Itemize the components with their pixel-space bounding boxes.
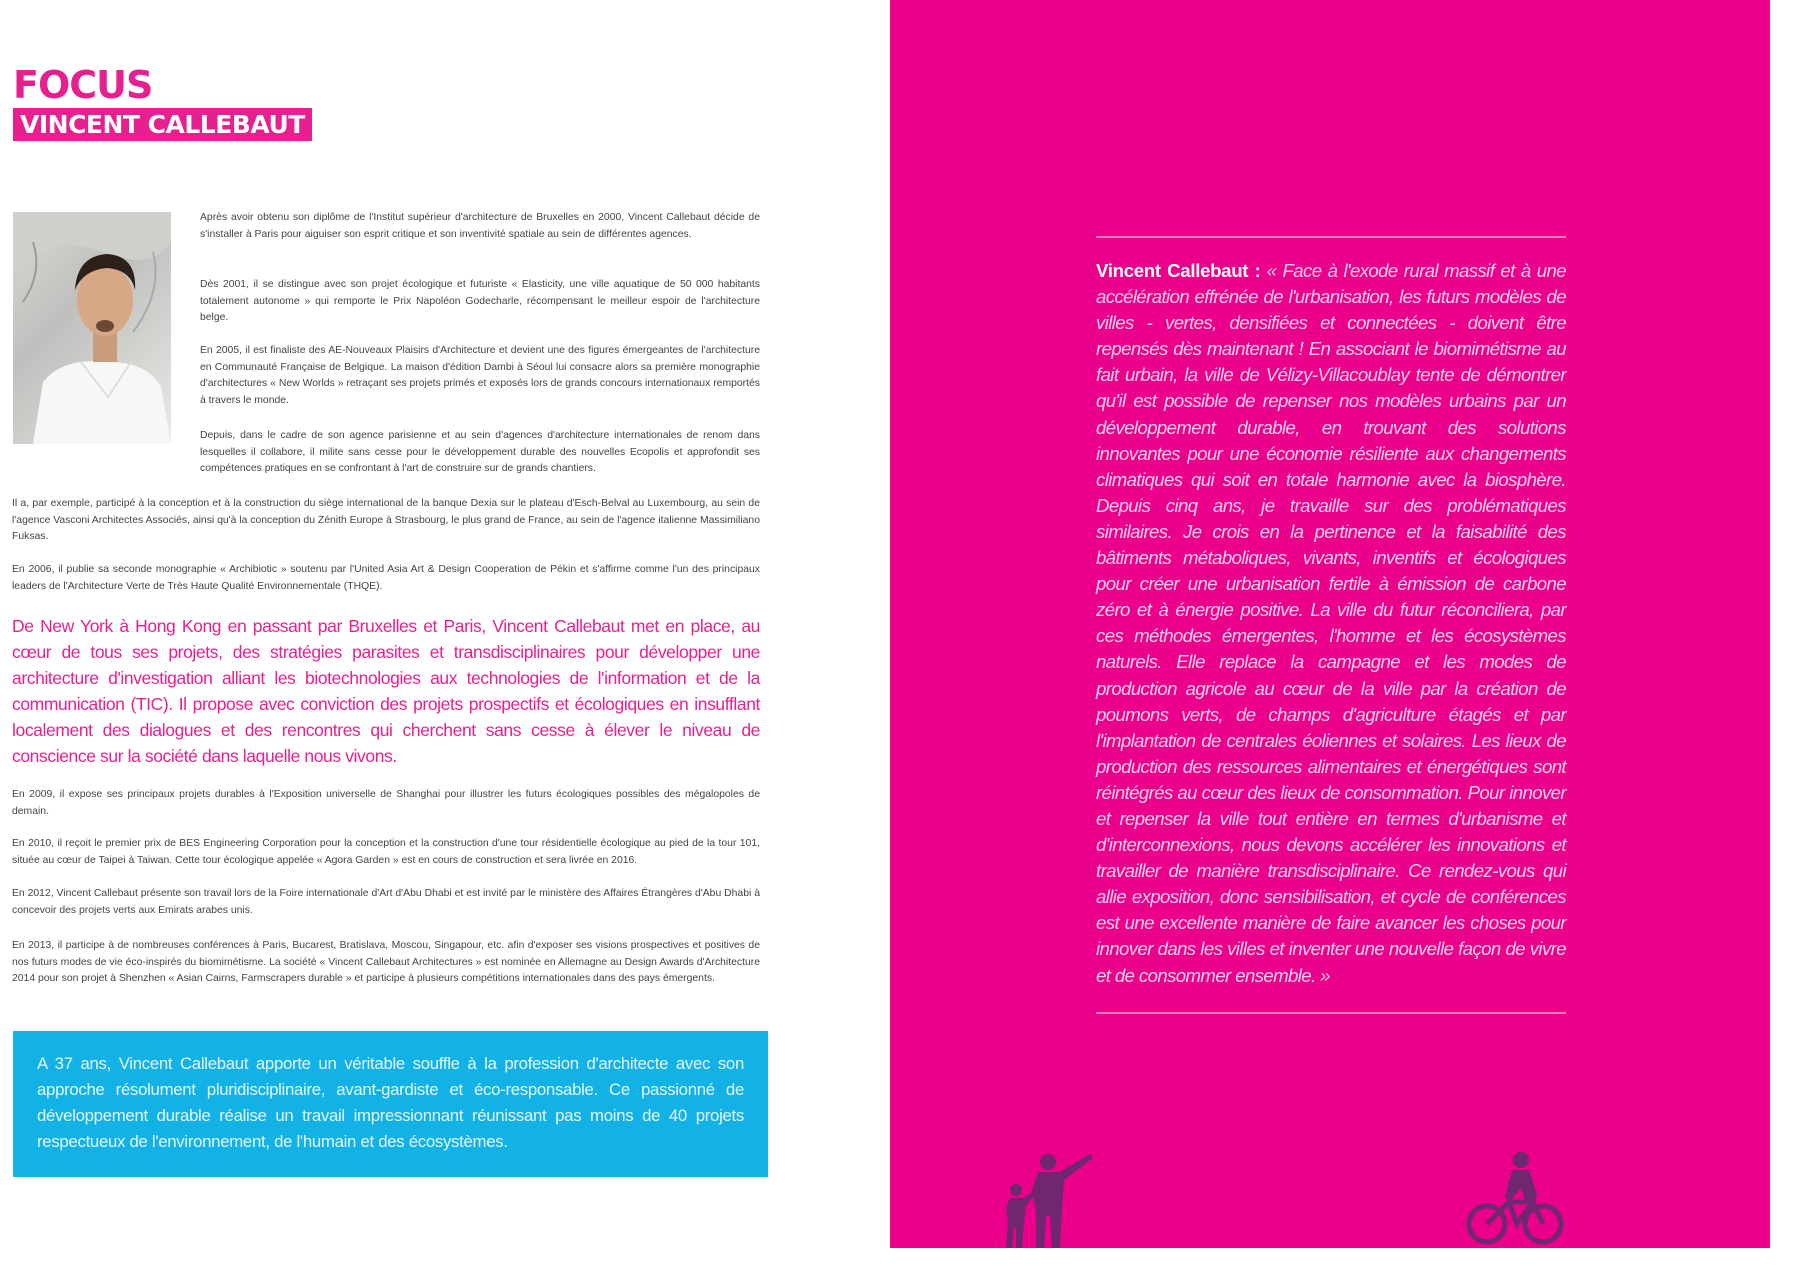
bio-text-9: En 2012, Vincent Callebaut présente son travail lors de la Foire internationale d'Art d'Abu Dhabi et est invité par le ministère des Affaires Étrangères d'Abu Dhabi à concevoir des projets verts aux Emirats arabes unis. <box>12 888 760 916</box>
bio-paragraph <box>200 428 760 478</box>
highlight-paragraph: De New York à Hong Kong en passant par Bruxelles et Paris, Vincent Callebaut met en place, au cœur de tous ses projets, des stratégies parasites et transdisciplinaires pour développer une architecture d'investigation alliant les biotechnologies aux technologies de l'information et de la communication (TIC). Il propose avec conviction des projets prospectifs et écologiques en insufflant localement des dialogues et des rencontres qui cherchent sans cesse à élever le niveau de conscience sur la société dans laquelle nous vivons. <box>12 616 760 766</box>
bio-text-2: Dès 2001, il se distingue avec son projet écologique et futuriste « Elasticity, une ville aquatique de 50 000 habitants totalement autonome » qui remporte le Prix Napoléon Godecharle, récompensant le meilleur espoir de l'architecture belge. <box>200 279 760 324</box>
bio-text-1: Après avoir obtenu son diplôme de l'Institut supérieur d'architecture de Bruxelles en 2000, Vincent Callebaut décide de s'installer à Paris pour aiguiser son esprit critique et son inventivité spatiale au sein de différentes agences. <box>200 212 760 240</box>
right-page <box>890 0 1770 1248</box>
bio-paragraph <box>200 210 760 243</box>
bio-paragraph <box>12 562 760 595</box>
quote-text: « Face à l'exode rural massif et à une accélération effrénée de l'urbanisation, les futurs modèles de villes - vertes, densifiées et connectées - doivent être repensés dès maintenant ! En associant le biomimétisme au fait urbain, la ville de Vélizy-Villacoublay tente de démontrer qu'il est possible de repenser nos modèles urbains par un développement durable, en trouvant des solutions innovantes pour une économie résiliente aux changements climatiques qui soit en totale harmonie avec la biosphère. Depuis cinq ans, je travaille sur des problématiques similaires. Je crois en la pertinence et la faisabilité des bâtiments métaboliques, vivants, inventifs et écologiques pour créer une urbanisation fertile à émission de carbone zéro et à énergie positive. La ville du futur réconciliera, par ces méthodes émergentes, l'homme et les écosystèmes naturels. Elle replace la campagne et les modes de production agricole au cœur de la ville par la création de poumons verts, de champs d'agriculture étagés et par l'implantation de centrales éoliennes et solaires. Les lieux de production des ressources alimentaires et énergétiques sont réintégrés au cœur des lieux de consommation. Pour innover et repenser la ville tout entière en termes d'urbanisme et d'interconnexions, nous devons accélérer les innovations et travailler de manière transdisciplinaire. Ce rendez-vous qui allie exposition, donc sensibilisation, et cycle de conférences est une excellente manière de faire avancer les choses pour innover dans les villes et inventer une nouvelle façon de vivre et de consommer ensemble. » <box>1096 260 1566 986</box>
bio-text-10: En 2013, il participe à de nombreuses conférences à Paris, Bucarest, Bratislava, Moscou, Singapour, etc. afin d'exposer ses visions prospectives et positives de nos futurs modes de vie éco-inspirés du biomimétisme. La société « Vincent Callebaut Architectures » est nominée en Allemagne au Design Awards d'Architecture 2014 pour son projet à Shenzhen « Asian Cairns, Farmscrapers durable » et participe à plusieurs compétitions internationales dans des pays émergents. <box>12 940 760 985</box>
portrait-illustration <box>13 212 171 444</box>
portrait-photo <box>13 212 171 444</box>
summary-box <box>13 1031 768 1177</box>
bio-paragraph <box>200 277 760 327</box>
bio-text-4: Depuis, dans le cadre de son agence parisienne et au sein d'agences d'architecture internationales de renom dans lesquelles il collabore, il milite sans cesse pour le développement durable des nouvelles Ecopolis et approfondit ses compétences pratiques en se confrontant à l'art de construire sur de grands chantiers. <box>200 430 760 475</box>
top-divider <box>1096 236 1566 238</box>
bio-text-5: Il a, par exemple, participé à la conception et à la construction du siège international de la banque Dexia sur le plateau d'Esch-Belval au Luxembourg, au sein de l'agence Vasconi Architectes Associés, ainsi qu'à la conception du Zénith Europe à Strasbourg, le plus grand de France, au sein de l'agence italienne Massimiliano Fuksas. <box>12 498 760 543</box>
quote-author: Vincent Callebaut : <box>1096 260 1261 281</box>
family-silhouette-icon <box>998 1150 1098 1248</box>
bottom-divider <box>1096 1012 1566 1014</box>
left-page <box>0 0 890 1278</box>
bio-text-8: En 2010, il reçoit le premier prix de BES Engineering Corporation pour la conception et la construction d'une tour résidentielle écologique au pied de la tour 101, située au cœur de Taipei à Taiwan. Cette tour écologique appelée « Agora Garden » est en cours de construction et sera livrée en 2016. <box>12 838 760 866</box>
bio-paragraph <box>200 343 760 409</box>
focus-heading: FOCUS <box>13 63 153 107</box>
summary-text: A 37 ans, Vincent Callebaut apporte un véritable souffle à la profession d'architecte avec son approche résolument pluridisciplinaire, avant-gardiste et éco-responsable. Ce passionné de développement durable réalise un travail impressionnant réunissant pas moins de 40 projets respectueux de l'environnement, de l'humain et des écosystèmes. <box>37 1054 744 1151</box>
bio-paragraph <box>12 496 760 546</box>
quote-block <box>1096 258 1566 989</box>
bio-paragraph <box>12 886 760 919</box>
bio-text-6: En 2006, il publie sa seconde monographie « Archibiotic » soutenu par l'United Asia Art & Design Cooperation de Pékin et s'affirme comme l'un des principaux leaders de l'Architecture Verte de Très Haute Qualité Environnementale (THQE). <box>12 564 760 592</box>
bio-text-7: En 2009, il expose ses principaux projets durables à l'Exposition universelle de Shanghai pour illustrer les futurs écologiques possibles des mégalopoles de demain. <box>12 789 760 817</box>
bio-paragraph <box>12 836 760 869</box>
bio-text-3: En 2005, il est finaliste des AE-Nouveaux Plaisirs d'Architecture et devient une des figures émergeantes de l'architecture en Communauté Française de Belgique. La maison d'édition Dambi à Séoul lui consacre alors sa première monographie d'architectures « New Worlds » retraçant ses projets primés et exposés lors de grands concours internationaux remportés à travers le monde. <box>200 345 760 406</box>
bio-paragraph <box>12 938 760 988</box>
bio-paragraph <box>12 787 760 820</box>
name-banner: VINCENT CALLEBAUT <box>13 108 312 141</box>
cyclist-silhouette-icon <box>1465 1150 1565 1248</box>
